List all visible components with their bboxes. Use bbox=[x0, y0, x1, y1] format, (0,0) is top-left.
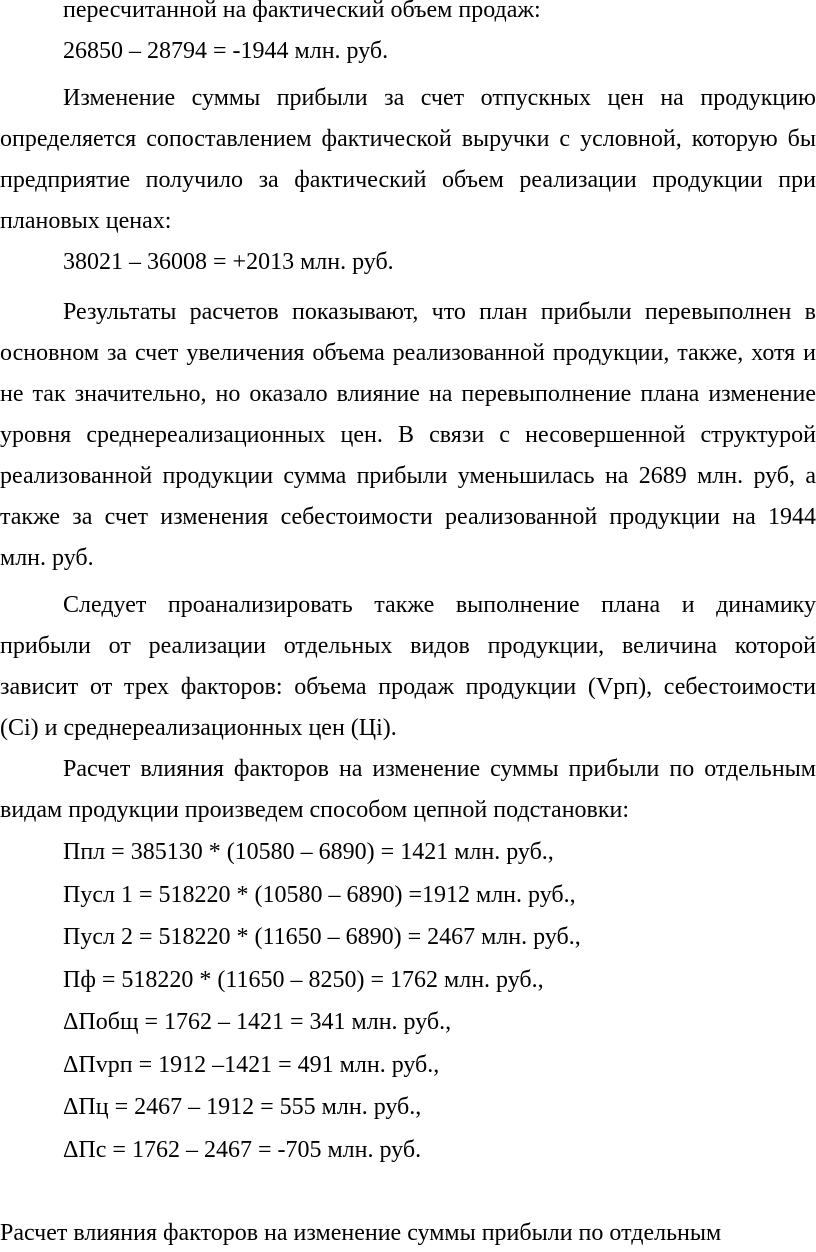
text-line: Следует проанализировать также выполнение плана и динамику bbox=[63, 592, 816, 618]
formula-line: Ппл = 385130 * (10580 – 6890) = 1421 млн. руб., bbox=[63, 839, 554, 865]
text-line: Расчет влияния факторов на изменение суммы прибыли по отдельным bbox=[63, 756, 816, 782]
text-line: также за счет изменения себестоимости реализованной продукции на 1944 bbox=[0, 504, 816, 530]
paragraph bbox=[0, 749, 816, 831]
text-line: определяется сопоставлением фактической выручки с условной, которую бы bbox=[0, 126, 816, 152]
caption-line: Расчет влияния факторов на изменение суммы прибыли по отдельным bbox=[0, 1220, 722, 1246]
paragraph bbox=[0, 292, 816, 579]
text-line: прибыли от реализации отдельных видов продукции, величина которой bbox=[0, 633, 816, 659]
text-line: уровня среднереализационных цен. В связи с несовершенной структурой bbox=[0, 422, 816, 448]
text-line: основном за счет увеличения объема реализованной продукции, также, хотя и bbox=[0, 340, 816, 366]
text-line: (Сi) и среднереализационных цен (Цi). bbox=[0, 715, 397, 741]
text-line: предприятие получило за фактический объем реализации продукции при bbox=[0, 167, 816, 193]
text-line: млн. руб. bbox=[0, 545, 94, 571]
text-line: Результаты расчетов показывают, что план прибыли перевыполнен в bbox=[63, 299, 816, 325]
paragraph bbox=[0, 585, 816, 749]
paragraph bbox=[0, 78, 816, 242]
text-line: видам продукции произведем способом цепной подстановки: bbox=[0, 797, 630, 823]
text-line: пересчитанной на фактический объем продаж: bbox=[63, 0, 541, 23]
text-line: не так значительно, но оказало влияние на перевыполнение плана изменение bbox=[0, 381, 816, 407]
formula-block bbox=[0, 831, 816, 1171]
formula-line: ΔПц = 2467 – 1912 = 555 млн. руб., bbox=[63, 1094, 422, 1120]
paragraph bbox=[0, 0, 816, 31]
formula-line: 26850 – 28794 = -1944 млн. руб. bbox=[63, 38, 389, 64]
formula-line: ΔПс = 1762 – 2467 = -705 млн. руб. bbox=[63, 1136, 422, 1163]
formula-line: Пусл 1 = 518220 * (10580 – 6890) =1912 млн. руб., bbox=[63, 881, 576, 908]
text-line: реализованной продукции сумма прибыли уменьшилась на 2689 млн. руб, а bbox=[0, 463, 816, 489]
formula-paragraph bbox=[0, 31, 816, 72]
formula-line: ΔПобщ = 1762 – 1421 = 341 млн. руб., bbox=[63, 1009, 452, 1035]
formula-paragraph bbox=[0, 242, 816, 283]
formula-line: Пусл 2 = 518220 * (11650 – 6890) = 2467 млн. руб., bbox=[63, 924, 581, 950]
text-line: Изменение суммы прибыли за счет отпускных цен на продукцию bbox=[63, 85, 816, 111]
formula-line: ΔПvрп = 1912 –1421 = 491 млн. руб., bbox=[63, 1051, 440, 1078]
formula-line: Пф = 518220 * (11650 – 8250) = 1762 млн. руб., bbox=[63, 966, 544, 993]
text-line: зависит от трех факторов: объема продаж продукции (Vрп), себестоимости bbox=[0, 674, 816, 700]
text-line: плановых ценах: bbox=[0, 208, 172, 234]
formula-line: 38021 – 36008 = +2013 млн. руб. bbox=[63, 249, 394, 275]
